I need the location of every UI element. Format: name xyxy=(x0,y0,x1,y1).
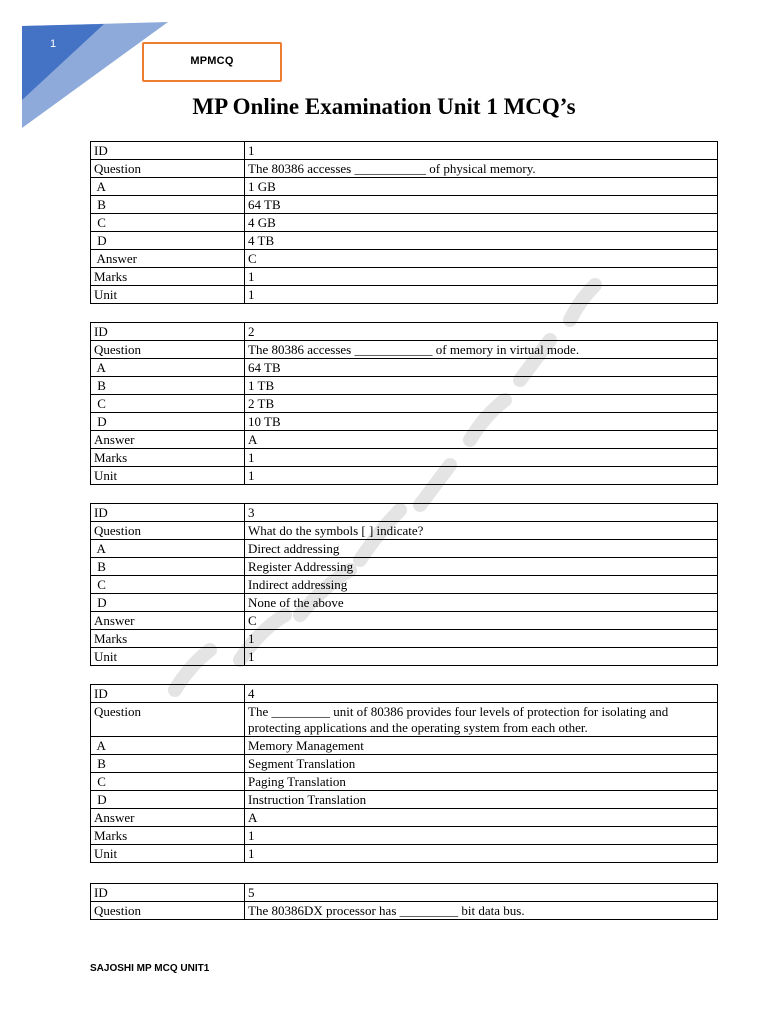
row-label: ID xyxy=(91,685,245,703)
row-value: Instruction Translation xyxy=(245,791,718,809)
row-value: 1 xyxy=(245,142,718,160)
row-value: 1 xyxy=(245,630,718,648)
row-label: Answer xyxy=(91,612,245,630)
table-row xyxy=(91,737,718,755)
table-row xyxy=(91,467,718,485)
row-value: The 80386DX processor has _________ bit data bus. xyxy=(245,902,718,920)
row-label: A xyxy=(91,359,245,377)
row-value: 1 xyxy=(245,845,718,863)
row-label: Marks xyxy=(91,449,245,467)
row-label: D xyxy=(91,413,245,431)
table-row xyxy=(91,232,718,250)
row-label: ID xyxy=(91,884,245,902)
row-label: ID xyxy=(91,323,245,341)
row-label: D xyxy=(91,791,245,809)
row-value: C xyxy=(245,250,718,268)
row-value: C xyxy=(245,612,718,630)
table-row xyxy=(91,160,718,178)
row-label: Question xyxy=(91,902,245,920)
row-label: Answer xyxy=(91,431,245,449)
question-table-2 xyxy=(90,322,718,485)
row-value: Indirect addressing xyxy=(245,576,718,594)
row-value: 5 xyxy=(245,884,718,902)
row-label: A xyxy=(91,540,245,558)
row-label: B xyxy=(91,558,245,576)
table-row xyxy=(91,413,718,431)
table-row xyxy=(91,791,718,809)
table-row xyxy=(91,522,718,540)
row-label: Marks xyxy=(91,827,245,845)
table-row xyxy=(91,902,718,920)
row-label: Question xyxy=(91,703,245,737)
row-label: A xyxy=(91,737,245,755)
row-value: The _________ unit of 80386 provides four levels of protection for isolating and protecting applications and the operating system from each other. xyxy=(245,703,718,737)
table-row xyxy=(91,884,718,902)
row-value: 1 xyxy=(245,648,718,666)
row-label: B xyxy=(91,377,245,395)
row-value: 1 xyxy=(245,827,718,845)
row-label: Unit xyxy=(91,467,245,485)
row-label: Question xyxy=(91,341,245,359)
row-value: Paging Translation xyxy=(245,773,718,791)
table-row xyxy=(91,268,718,286)
table-row xyxy=(91,755,718,773)
row-label: Answer xyxy=(91,250,245,268)
table-row xyxy=(91,685,718,703)
row-label: D xyxy=(91,232,245,250)
row-label: C xyxy=(91,576,245,594)
table-row xyxy=(91,377,718,395)
row-label: D xyxy=(91,594,245,612)
table-row xyxy=(91,540,718,558)
row-value: 4 xyxy=(245,685,718,703)
table-row xyxy=(91,449,718,467)
table-row xyxy=(91,395,718,413)
row-label: Unit xyxy=(91,286,245,304)
row-value: The 80386 accesses ___________ of physical memory. xyxy=(245,160,718,178)
table-row xyxy=(91,214,718,232)
question-table-3 xyxy=(90,503,718,666)
table-row xyxy=(91,648,718,666)
page-title: MP Online Examination Unit 1 MCQ’s xyxy=(192,94,576,119)
row-label: C xyxy=(91,395,245,413)
row-value: A xyxy=(245,809,718,827)
row-label: Question xyxy=(91,522,245,540)
row-value: Memory Management xyxy=(245,737,718,755)
table-row xyxy=(91,594,718,612)
page-number: 1 xyxy=(50,38,57,50)
table-row xyxy=(91,773,718,791)
table-row xyxy=(91,341,718,359)
table-row xyxy=(91,845,718,863)
row-value: 64 TB xyxy=(245,196,718,214)
row-label: Unit xyxy=(91,648,245,666)
table-row xyxy=(91,630,718,648)
row-value: 2 TB xyxy=(245,395,718,413)
table-row xyxy=(91,323,718,341)
row-value: 1 xyxy=(245,467,718,485)
row-value: 1 xyxy=(245,268,718,286)
header-tag: MPMCQ xyxy=(142,42,282,82)
table-row xyxy=(91,827,718,845)
row-label: Question xyxy=(91,160,245,178)
row-value: 1 TB xyxy=(245,377,718,395)
row-label: Unit xyxy=(91,845,245,863)
row-label: Marks xyxy=(91,630,245,648)
table-row xyxy=(91,142,718,160)
row-label: C xyxy=(91,773,245,791)
row-label: A xyxy=(91,178,245,196)
table-row xyxy=(91,612,718,630)
row-value: None of the above xyxy=(245,594,718,612)
row-value: 1 xyxy=(245,449,718,467)
row-value: Segment Translation xyxy=(245,755,718,773)
table-row xyxy=(91,703,718,737)
table-row xyxy=(91,504,718,522)
question-table-4 xyxy=(90,684,718,863)
row-value: 3 xyxy=(245,504,718,522)
row-label: Marks xyxy=(91,268,245,286)
question-table-5 xyxy=(90,883,718,920)
table-row xyxy=(91,250,718,268)
table-row xyxy=(91,431,718,449)
table-row xyxy=(91,809,718,827)
row-value: 2 xyxy=(245,323,718,341)
row-label: ID xyxy=(91,142,245,160)
row-label: Answer xyxy=(91,809,245,827)
table-row xyxy=(91,558,718,576)
question-table-1 xyxy=(90,141,718,304)
row-value: 1 xyxy=(245,286,718,304)
row-value: 64 TB xyxy=(245,359,718,377)
table-row xyxy=(91,576,718,594)
row-value: 1 GB xyxy=(245,178,718,196)
row-value: 4 GB xyxy=(245,214,718,232)
table-row xyxy=(91,178,718,196)
row-label: B xyxy=(91,196,245,214)
table-row xyxy=(91,286,718,304)
row-label: B xyxy=(91,755,245,773)
footer-text: SAJOSHI MP MCQ UNIT1 xyxy=(90,963,210,974)
row-value: Direct addressing xyxy=(245,540,718,558)
row-value: 4 TB xyxy=(245,232,718,250)
row-value: What do the symbols [ ] indicate? xyxy=(245,522,718,540)
row-value: 10 TB xyxy=(245,413,718,431)
table-row xyxy=(91,196,718,214)
row-label: C xyxy=(91,214,245,232)
row-label: ID xyxy=(91,504,245,522)
row-value: A xyxy=(245,431,718,449)
row-value: The 80386 accesses ____________ of memory in virtual mode. xyxy=(245,341,718,359)
table-row xyxy=(91,359,718,377)
row-value: Register Addressing xyxy=(245,558,718,576)
